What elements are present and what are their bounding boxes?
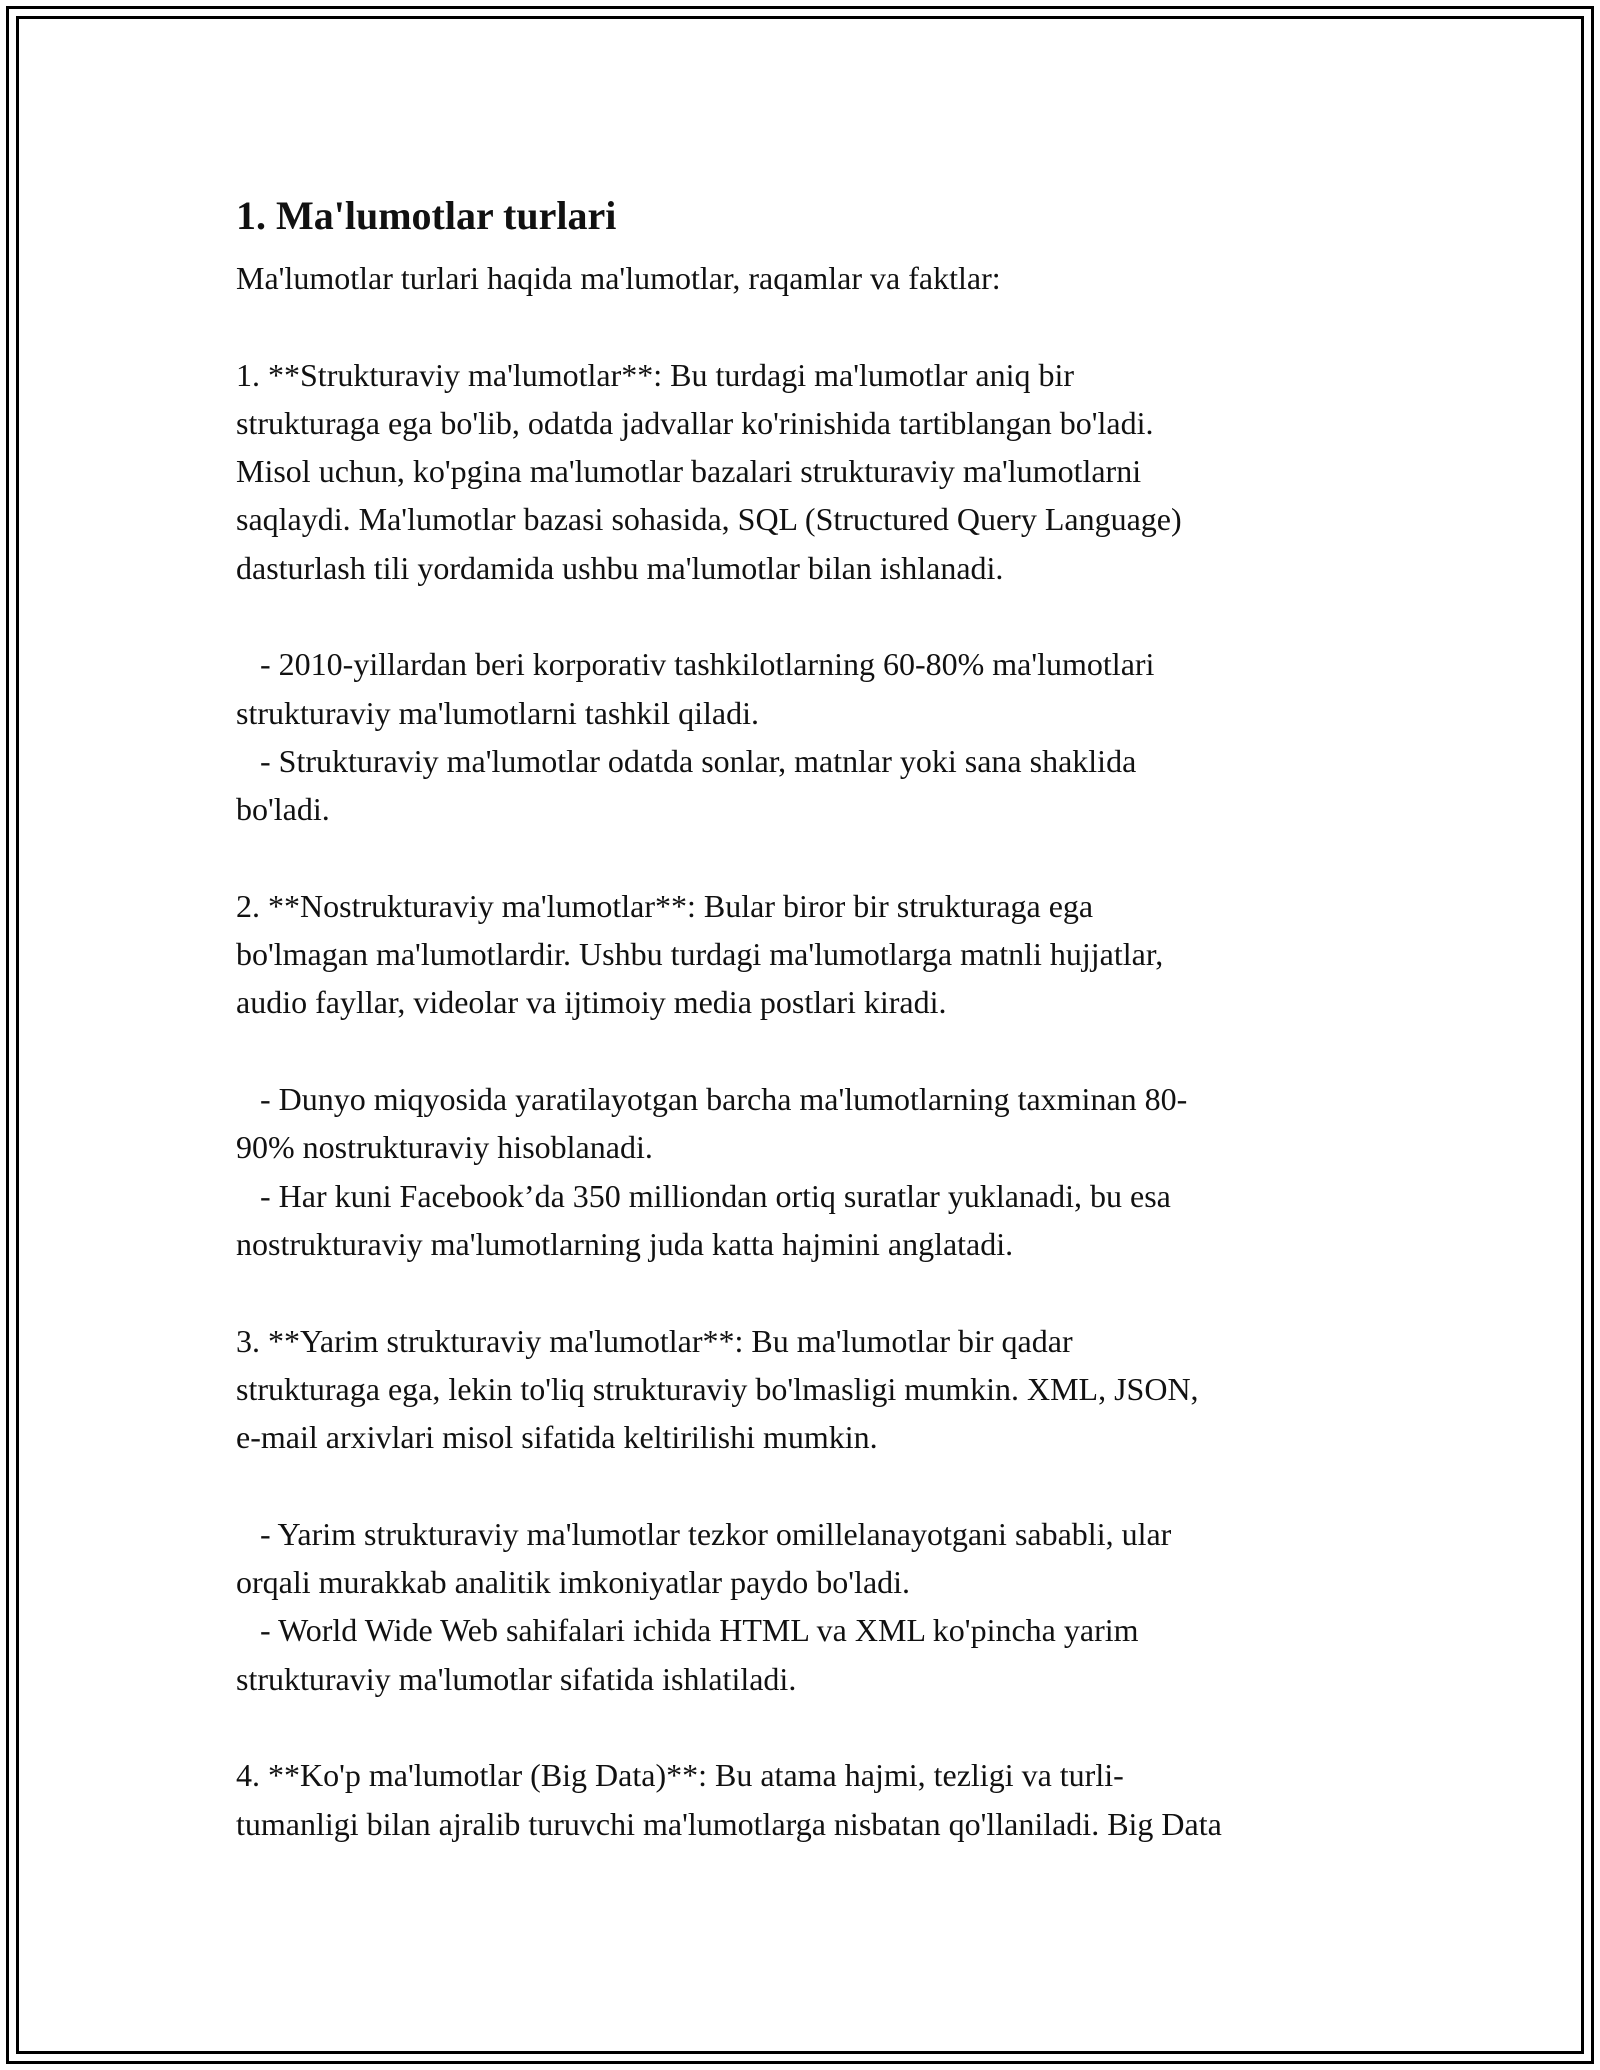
text-line: - Dunyo miqyosida yaratilayotgan barcha ma'lumotlarning taxminan 80- bbox=[236, 1081, 1188, 1118]
text-line: strukturaga ega, lekin to'liq strukturaviy bo'lmasligi mumkin. XML, JSON, bbox=[236, 1370, 1199, 1407]
blank-line bbox=[236, 592, 1376, 640]
text-line: Misol uchun, ko'pgina ma'lumotlar bazalari strukturaviy ma'lumotlarni bbox=[236, 453, 1142, 490]
text-line: saqlaydi. Ma'lumotlar bazasi sohasida, SQL (Structured Query Language) bbox=[236, 501, 1182, 538]
text-line: - Har kuni Facebook’da 350 milliondan ortiq suratlar yuklanadi, bu esa bbox=[236, 1177, 1171, 1214]
text-line: e-mail arxivlari misol sifatida keltirilishi mumkin. bbox=[236, 1419, 878, 1456]
text-line: 3. **Yarim strukturaviy ma'lumotlar**: Bu ma'lumotlar bir qadar bbox=[236, 1322, 1073, 1359]
text-line: audio fayllar, videolar va ijtimoiy media postlari kiradi. bbox=[236, 984, 947, 1021]
blank-line bbox=[236, 1703, 1376, 1751]
section-text bbox=[236, 254, 1376, 1848]
document-body bbox=[236, 188, 1376, 1848]
blank-line bbox=[236, 302, 1376, 350]
text-line: - 2010-yillardan beri korporativ tashkilotlarning 60-80% ma'lumotlari bbox=[236, 646, 1155, 683]
text-line: - Yarim strukturaviy ma'lumotlar tezkor omillelanayotgani sababli, ular bbox=[236, 1515, 1172, 1552]
text-line: Ma'lumotlar turlari haqida ma'lumotlar, raqamlar va faktlar: bbox=[236, 260, 1001, 296]
blank-line bbox=[236, 1027, 1376, 1075]
text-line: orqali murakkab analitik imkoniyatlar paydo bo'ladi. bbox=[236, 1564, 911, 1601]
text-line: - Strukturaviy ma'lumotlar odatda sonlar, matnlar yoki sana shaklida bbox=[236, 742, 1137, 779]
text-line: 4. **Ko'p ma'lumotlar (Big Data)**: Bu atama hajmi, tezligi va turli- bbox=[236, 1757, 1124, 1794]
text-line: bo'ladi. bbox=[236, 791, 330, 828]
text-line: strukturaga ega bo'lib, odatda jadvallar ko'rinishida tartiblangan bo'ladi. bbox=[236, 404, 1154, 441]
text-line: bo'lmagan ma'lumotlardir. Ushbu turdagi ma'lumotlarga matnli hujjatlar, bbox=[236, 936, 1164, 973]
blank-line bbox=[236, 834, 1376, 882]
text-line: tumanligi bilan ajralib turuvchi ma'lumotlarga nisbatan qo'llaniladi. Big Data bbox=[236, 1805, 1222, 1842]
text-line: 2. **Nostrukturaviy ma'lumotlar**: Bular biror bir strukturaga ega bbox=[236, 887, 1094, 924]
blank-line bbox=[236, 1461, 1376, 1509]
text-line: - World Wide Web sahifalari ichida HTML va XML ko'pincha yarim bbox=[236, 1612, 1139, 1649]
text-line: strukturaviy ma'lumotlar sifatida ishlatiladi. bbox=[236, 1660, 797, 1697]
text-line: nostrukturaviy ma'lumotlarning juda katta hajmini anglatadi. bbox=[236, 1225, 1014, 1262]
text-line: strukturaviy ma'lumotlarni tashkil qiladi. bbox=[236, 694, 760, 731]
text-line: 1. **Strukturaviy ma'lumotlar**: Bu turdagi ma'lumotlar aniq bir bbox=[236, 356, 1075, 393]
text-line: 90% nostrukturaviy hisoblanadi. bbox=[236, 1129, 653, 1166]
section-heading: 1. Ma'lumotlar turlari bbox=[236, 193, 617, 238]
text-line: dasturlash tili yordamida ushbu ma'lumotlar bilan ishlanadi. bbox=[236, 549, 1004, 586]
blank-line bbox=[236, 1268, 1376, 1316]
